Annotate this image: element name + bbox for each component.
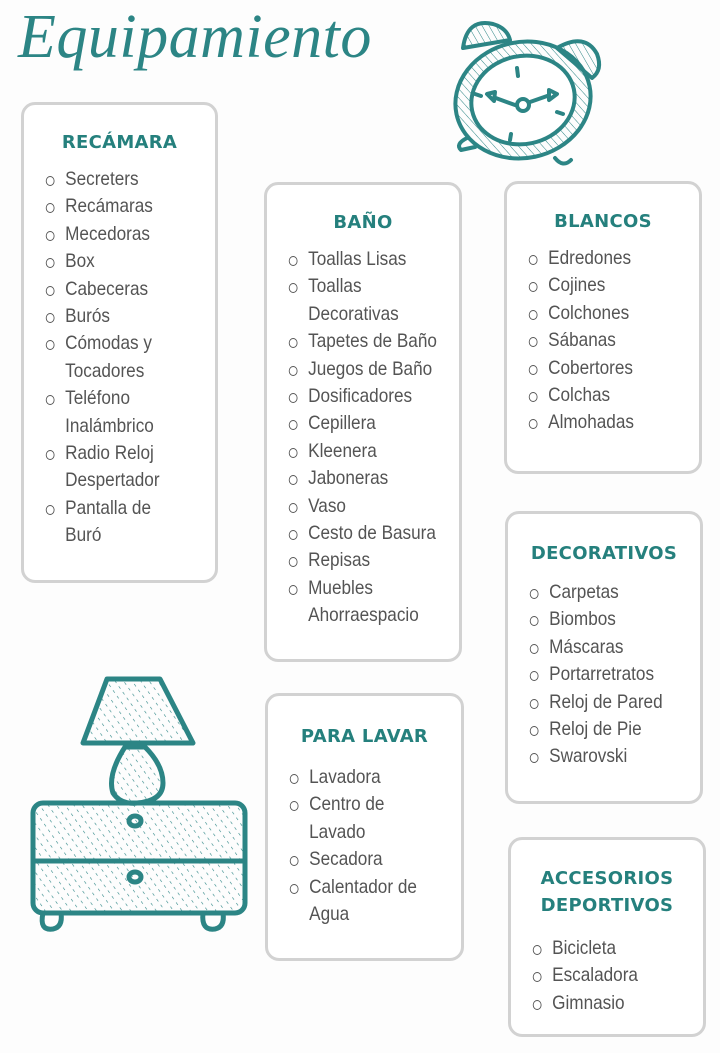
checklist-item [528,689,679,716]
item-label: Calentador de [309,875,417,898]
alarm-clock-icon [445,10,610,175]
section-heading: DECORATIVOS [530,543,678,564]
heading-line: DEPORTIVOS [540,895,674,916]
item-label: Sábanas [548,329,616,352]
checklist-item [527,409,678,436]
item-label: Inalámbrico [65,414,154,437]
checklist-item [528,579,679,606]
item-label: Jaboneras [308,467,389,490]
item-label: Buró [65,524,102,547]
item-label: Carpetas [549,581,619,603]
item-label: Toallas Lisas [308,248,407,270]
checklist-item [528,716,679,743]
checklist-item [287,438,438,465]
checklist-item [531,935,682,962]
item-label: Cojines [548,274,606,297]
item-label: Toallas [308,275,362,298]
card-bano [264,182,462,662]
section-heading: RECÁMARA [61,132,178,153]
item-label: Reloj de Pie [549,718,642,741]
section-heading: PARA LAVAR [300,726,429,747]
checklist-item [528,743,679,770]
item-label: Escaladora [552,964,638,987]
item-label: Reloj de Pared [549,690,663,713]
item-label: Cobertores [548,356,634,379]
checklist-item [287,493,438,520]
checklist-item [287,328,438,355]
item-label: Swarovski [549,745,628,768]
item-label: Muebles [308,576,373,599]
checklist-item [287,575,438,630]
checklist-item [527,245,678,272]
checklist-item [44,385,194,440]
item-label: Secadora [309,848,383,871]
checklist-item [287,383,438,410]
checklist-item [288,874,440,929]
checklist [528,579,700,771]
item-label: Lavado [309,820,366,843]
item-label: Centro de [309,793,385,816]
checklist [527,245,699,437]
card-blancos [504,181,702,474]
item-label: Box [65,250,95,273]
item-label: Vaso [308,494,346,517]
item-label: Secreters [65,168,139,190]
item-label: Gimnasio [552,991,625,1014]
checklist [531,935,703,1017]
checklist-item [44,248,194,275]
checklist-item [288,791,440,846]
checklist-item [287,547,438,574]
item-label: Portarretratos [549,663,655,686]
checklist-item [528,606,679,633]
checklist-item [531,990,682,1017]
item-label: Despertador [65,469,160,492]
checklist-item [287,246,438,273]
checklist-item [527,272,678,299]
checklist-item [44,495,194,550]
card-accesorios-deportivos [508,837,706,1037]
item-label: Teléfono [65,387,131,410]
checklist-item [44,221,194,248]
item-label: Ahorraespacio [308,604,419,627]
checklist-item [44,440,194,495]
item-label: Colchas [548,384,611,407]
item-label: Biombos [549,608,616,631]
checklist-item [528,661,679,688]
checklist-item [287,410,438,437]
item-label: Decorativas [308,302,399,325]
item-label: Cómodas y [65,332,152,355]
checklist-item [287,520,438,547]
item-label: Mecedoras [65,222,151,245]
checklist [44,166,215,550]
heading-line: ACCESORIOS [540,868,674,889]
item-label: Edredones [548,247,632,269]
item-label: Cepillera [308,412,376,435]
checklist-item [527,355,678,382]
checklist-item [531,962,682,989]
card-recamara [21,102,218,583]
item-label: Cesto de Basura [308,522,436,545]
checklist-item [527,327,678,354]
checklist-item [287,356,438,383]
checklist-item [44,166,194,193]
card-para-lavar [265,693,464,961]
item-label: Colchones [548,301,630,324]
item-label: Agua [309,903,350,926]
checklist-item [288,764,440,791]
item-label: Tapetes de Baño [308,330,437,353]
page-title: Equipamiento [18,3,372,71]
item-label: Juegos de Baño [308,357,433,380]
item-label: Dosificadores [308,385,413,408]
card-decorativos [505,511,703,804]
checklist [288,764,461,928]
section-heading: BLANCOS [554,211,652,232]
checklist-item [44,193,194,220]
checklist-item [44,303,194,330]
item-label: Pantalla de [65,496,151,519]
item-label: Máscaras [549,635,624,658]
checklist [287,246,459,630]
checklist-item [287,273,438,328]
checklist-item [44,330,194,385]
item-label: Burós [65,305,110,328]
item-label: Cabeceras [65,277,149,300]
checklist-item [528,634,679,661]
section-heading [511,865,703,919]
item-label: Tocadores [65,359,145,382]
item-label: Recámaras [65,195,153,218]
item-label: Bicicleta [552,937,617,959]
item-label: Radio Reloj [65,442,154,465]
item-label: Repisas [308,549,371,572]
checklist-item [527,300,678,327]
nightstand-lamp-icon [25,675,255,940]
checklist-item [288,846,440,873]
checklist-item [44,276,194,303]
item-label: Lavadora [309,766,381,788]
item-label: Almohadas [548,411,634,434]
section-heading: BAÑO [333,212,393,233]
checklist-item [287,465,438,492]
item-label: Kleenera [308,439,377,462]
checklist-item [527,382,678,409]
